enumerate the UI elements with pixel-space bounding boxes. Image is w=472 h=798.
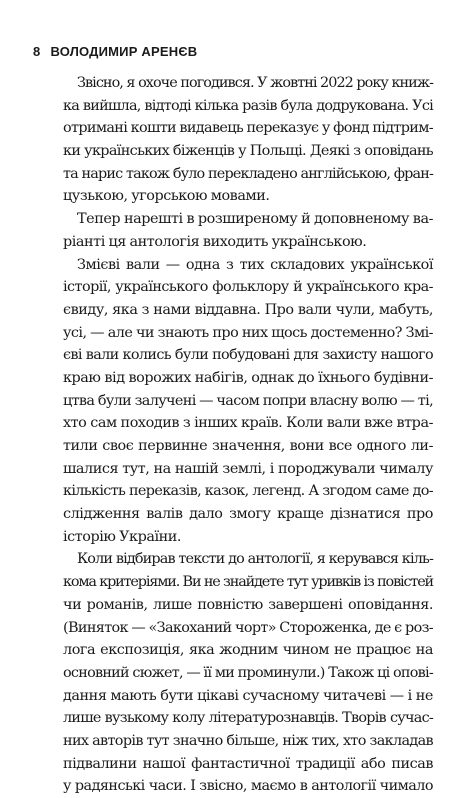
- text-line: них авторів тут значно більше, ніж тих, хто закладав: [63, 732, 433, 749]
- text-line: Тепер нарешті в розширеному й доповненому ва-: [77, 211, 433, 228]
- body-text: [63, 72, 433, 798]
- text-line: історію України.: [63, 528, 182, 545]
- text-line: Звісно, я охоче погодився. У жовтні 2022 року книж-: [77, 75, 433, 91]
- text-line: отримані кошти видавець переказує у фонд підтрим-: [63, 120, 433, 137]
- text-line: історії, українського фольклору й українського кра-: [63, 279, 433, 296]
- text-line: єві вали колись були побудовані для захисту нашого: [63, 347, 433, 364]
- text-line: лога експозиція, яка жодним чином не працює на: [63, 642, 433, 659]
- text-line: підвалини нашої фантастичної традиції або писав: [63, 755, 433, 772]
- text-line: у радянські часи. І звісно, маємо в антології чимало: [63, 778, 433, 795]
- text-line: ка вийшла, відтоді кілька разів була додрукована. Усі: [63, 97, 433, 114]
- text-line: шалися тут, на нашій землі, і породжували чималу: [63, 460, 433, 477]
- text-line: ріанті ця антологія виходить українською.: [63, 233, 367, 250]
- text-line: хто сам походив з інших країв. Коли вали вже втра-: [63, 415, 433, 432]
- text-line: дання мають бути цікаві сучасному читачеві — і не: [63, 687, 433, 704]
- text-line: (Виняток — «Закоханий чорт» Стороженка, де є роз-: [63, 619, 433, 636]
- text-line: слідження валів дало змогу краще дізнатися про: [63, 506, 433, 523]
- paragraph: [63, 72, 433, 208]
- running-head: [33, 44, 197, 59]
- paragraph: [63, 548, 433, 798]
- page-number: 8: [33, 44, 41, 59]
- text-line: та нарис також було перекладено англійською, фран-: [63, 165, 433, 182]
- text-line: основний сюжет, — її ми проминули.) Також ці опові-: [63, 664, 433, 681]
- text-line: тили своє первинне значення, вони все одного ли-: [63, 438, 433, 454]
- text-line: кома критеріями. Ви не знайдете тут уривків із повістей: [63, 574, 433, 591]
- text-line: євиду, яка з нами віддавна. Про вали чули, мабуть,: [63, 301, 433, 318]
- paragraph: [63, 254, 433, 549]
- text-line: ки українських біженців у Польщі. Деякі з оповідань: [63, 143, 433, 160]
- text-line: чи романів, лише повністю завершені оповідання.: [63, 596, 433, 613]
- text-line: цтва були залучені — часом попри власну волю — ті,: [63, 392, 433, 409]
- text-line: кількість переказів, казок, легенд. А згодом саме до-: [63, 483, 433, 500]
- paragraph: [63, 208, 433, 253]
- text-line: цузькою, угорською мовами.: [63, 188, 270, 205]
- author-name: ВОЛОДИМИР АРЕНЄВ: [50, 44, 198, 59]
- text-line: усі, — але чи знають про них щось достеменно? Змі-: [63, 324, 433, 341]
- text-line: Коли відбирав тексти до антології, я керувався кіль-: [77, 551, 433, 568]
- text-line: краю від ворожих набігів, однак до їхнього будівни-: [63, 369, 433, 386]
- text-line: лише вузькому колу літературознавців. Творів сучас-: [63, 710, 433, 727]
- text-line: Змієві вали — одна з тих складових української: [77, 256, 433, 273]
